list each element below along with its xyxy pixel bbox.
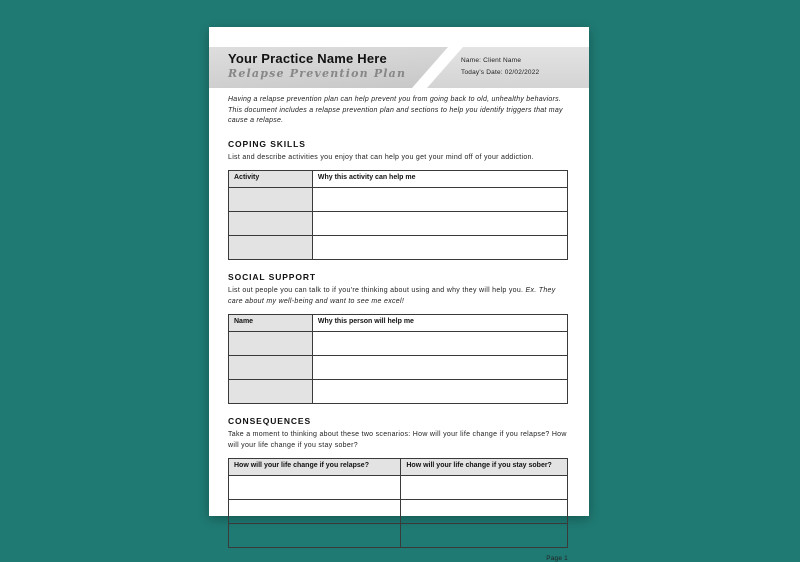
client-name-row — [461, 55, 539, 67]
section-title-consequences: CONSEQUENCES — [228, 416, 312, 426]
reason-cell-empty — [312, 380, 567, 404]
relapse-cell-empty — [229, 500, 401, 524]
section-title-coping-skills: COPING SKILLS — [228, 138, 306, 149]
practice-name-title: Your Practice Name Here — [228, 51, 387, 66]
reason-cell-empty — [312, 212, 567, 236]
table-row — [229, 212, 568, 236]
name-value: Client Name — [483, 57, 522, 64]
reason-cell-empty — [312, 236, 567, 260]
worksheet-page — [209, 27, 589, 562]
reason-cell-empty — [312, 188, 567, 212]
plan-title: Relapse Prevention Plan — [228, 66, 407, 80]
table-row — [229, 236, 568, 260]
reason-cell-empty — [312, 356, 567, 380]
table-row — [229, 476, 568, 500]
social-support-table — [228, 314, 568, 404]
intro-paragraph: Having a relapse prevention plan can help prevent you from going back to old, unhealthy behaviors. This document includes a relapse prevention plan and sections to help you identify triggers that may cause a relapse. — [228, 96, 563, 124]
name-cell-empty — [229, 380, 313, 404]
header-titles — [228, 52, 406, 80]
social-support-description-text: List out people you can talk to if you're thinking about using and why they will help you. — [228, 287, 524, 294]
reason-cell-empty — [312, 332, 567, 356]
page-number: Page 1 — [546, 555, 568, 562]
page-content — [209, 95, 589, 548]
sober-cell-empty — [401, 476, 568, 500]
consequences-table — [228, 458, 568, 548]
section-description-coping-skills: List and describe activities you enjoy that can help you get your mind off of your addiction. — [228, 153, 534, 161]
header-band — [209, 47, 589, 88]
section-title-social-support: SOCIAL SUPPORT — [228, 272, 317, 282]
social-support-example-text: Ex. They care about my well-being and want to see me excel! — [228, 287, 556, 305]
activity-cell-empty — [229, 188, 313, 212]
table-header-row — [229, 315, 568, 332]
coping-skills-table — [228, 170, 568, 260]
table-row — [229, 356, 568, 380]
section-description-social-support — [228, 286, 568, 307]
column-header-why-person-helps: Why this person will help me — [312, 315, 567, 332]
column-header-relapse-change: How will your life change if you relapse? — [229, 459, 401, 476]
relapse-cell-empty — [229, 476, 401, 500]
table-row — [229, 524, 568, 548]
client-meta — [461, 55, 539, 80]
activity-cell-empty — [229, 236, 313, 260]
relapse-cell-empty — [229, 524, 401, 548]
name-label: Name: — [461, 57, 482, 64]
date-row — [461, 67, 539, 79]
date-value: 02/02/2022 — [504, 69, 540, 77]
column-header-why-activity-helps: Why this activity can help me — [312, 171, 567, 188]
table-header-row — [229, 459, 568, 476]
sober-cell-empty — [401, 524, 568, 548]
name-cell-empty — [229, 356, 313, 380]
table-row — [229, 380, 568, 404]
sober-cell-empty — [401, 500, 568, 524]
column-header-sober-change: How will your life change if you stay sober? — [401, 459, 568, 476]
activity-cell-empty — [229, 212, 313, 236]
section-description-consequences: Take a moment to thinking about these two scenarios: How will your life change if you relapse? How will your life change if you stay sober? — [228, 431, 567, 449]
table-row — [229, 332, 568, 356]
table-row — [229, 188, 568, 212]
table-row — [229, 500, 568, 524]
column-header-name: Name — [229, 315, 313, 332]
name-cell-empty — [229, 332, 313, 356]
table-header-row — [229, 171, 568, 188]
column-header-activity: Activity — [229, 171, 313, 188]
date-label: Today's Date: — [461, 69, 503, 77]
